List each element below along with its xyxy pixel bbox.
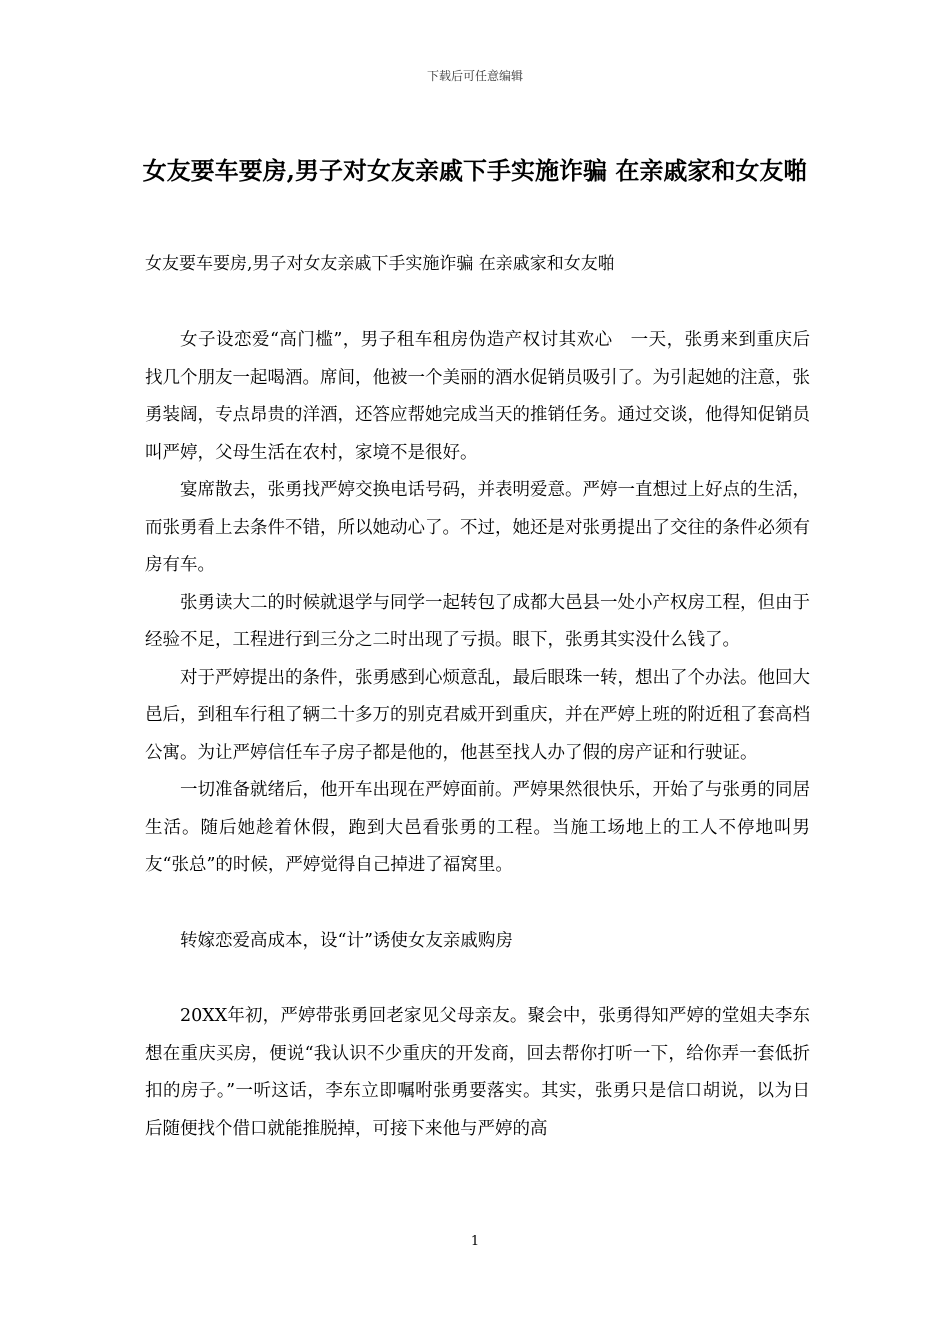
header-note: 下载后可任意编辑 xyxy=(426,69,523,83)
paragraph: 女子设恋爱“高门槛”，男子租车租房伪造产权讨其欢心 一天，张勇来到重庆后找几个朋友一起喝酒。席间，他被一个美丽的酒水促销员吸引了。为引起她的注意，张勇装阔，专点昂贵的洋酒，还答应帮她完成当天的推销任务。通过交谈，他得知促销员叫严婷，父母生活在农村，家境不是很好。 xyxy=(145,330,810,463)
article-body xyxy=(145,322,810,1148)
paragraph: 宴席散去，张勇找严婷交换电话号码，并表明爱意。严婷一直想过上好点的生活，而张勇看上去条件不错，所以她动心了。不过，她还是对张勇提出了交往的条件必须有房有车。 xyxy=(145,480,810,575)
subtitle: 女友要车要房,男子对女友亲戚下手实施诈骗 在亲戚家和女友啪 xyxy=(145,254,615,274)
page-title: 女友要车要房,男子对女友亲戚下手实施诈骗 在亲戚家和女友啪 xyxy=(142,156,808,185)
paragraph: 张勇读大二的时候就退学与同学一起转包了成都大邑县一处小产权房工程，但由于经验不足，工程进行到三分之二时出现了亏损。眼下，张勇其实没什么钱了。 xyxy=(145,592,810,650)
paragraph: 对于严婷提出的条件，张勇感到心烦意乱，最后眼珠一转，想出了个办法。他回大邑后，到租车行租了辆二十多万的别克君威开到重庆，并在严婷上班的附近租了套高档公寓。为让严婷信任车子房子都是他的，他甚至找人办了假的房产证和行驶证。 xyxy=(145,667,810,763)
paragraph: 20XX年初，严婷带张勇回老家见父母亲友。聚会中，张勇得知严婷的堂姐夫李东想在重庆买房，便说“我认识不少重庆的开发商，回去帮你打听一下，给你弄一套低折扣的房子。”一听这话，李东立即嘱咐张勇要落实。其实，张勇只是信口胡说，以为日后随便找个借口就能推脱掉，可接下来他与严婷的高 xyxy=(145,1006,810,1139)
page-number: 1 xyxy=(470,1234,480,1249)
paragraph: 一切准备就绪后，他开车出现在严婷面前。严婷果然很快乐，开始了与张勇的同居生活。随后她趁着休假，跑到大邑看张勇的工程。当施工场地上的工人不停地叫男友“张总”的时候，严婷觉得自己掉进了福窝里。 xyxy=(145,780,810,875)
section-heading: 转嫁恋爱高成本，设“计”诱使女友亲戚购房 xyxy=(180,930,513,951)
